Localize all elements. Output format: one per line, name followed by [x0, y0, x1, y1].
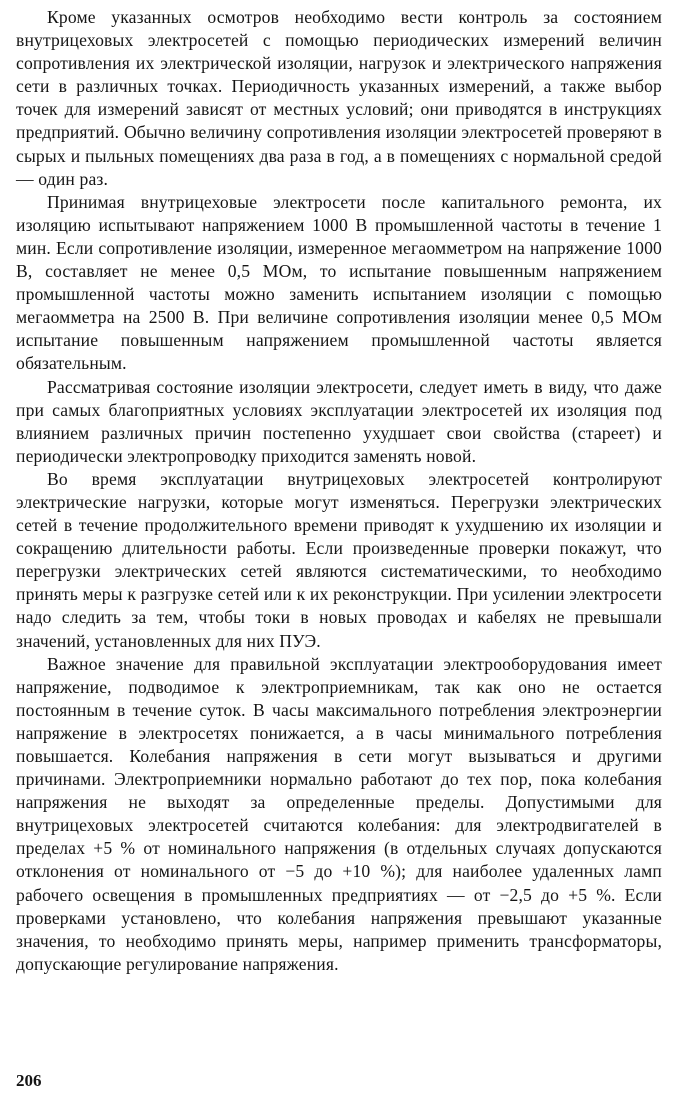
paragraph-inspections: Кроме указанных осмотров необходимо вести контроль за состоянием внутрицеховых электросетей с помощью периодических измерений величин сопротивления их электрической изоляции, нагрузок и электрического напряжения сети в различных точках. Периодичность указанных измерений, а также выбор точек для измерений зависят от местных условий; они приводятся в инструкциях предприятий. Обычно величину сопротивления изоляции электросетей проверяют в сырых и пыльных помещениях два раза в год, а в помещениях с нормальной средой — один раз.	[16, 7, 662, 189]
paragraph-insulation-testing: Принимая внутрицеховые электросети после капитального ремонта, их изоляцию испытывают напряжением 1000 В промышленной частоты в течение 1 мин. Если сопротивление изоляции, измеренное мегаомметром на напряжение 1000 В, составляет не менее 0,5 МОм, то испытание повышенным напряжением промышленной частоты можно заменить испытанием изоляции с помощью мегаомметра на 2500 В. При величине сопротивления изоляции менее 0,5 МОм испытание повышенным напряжением промышленной частоты является обязательным.	[16, 191, 662, 374]
paragraph-insulation-aging: Рассматривая состояние изоляции электросети, следует иметь в виду, что даже при самых благоприятных условиях эксплуатации электросетей их изоляция под влиянием различных причин постепенно ухудшает свои свойства (стареет) и периодически электропроводку приходится заменять новой.	[16, 376, 662, 466]
page-number: 206	[16, 1071, 42, 1090]
page-body	[16, 6, 662, 976]
paragraph-load-control: Во время эксплуатации внутрицеховых электросетей контролируют электрические нагрузки, которые могут изменяться. Перегрузки электрических сетей в течение продолжительного времени приводят к ухудшению их изоляции и сокращению длительности работы. Если произведенные проверки покажут, что перегрузки электрических сетей являются систематическими, то необходимо принять меры к разгрузке сетей или к их реконструкции. При усилении электросети надо следить за тем, чтобы токи в новых проводах и кабелях не превышали значений, установленных для них ПУЭ.	[16, 468, 662, 651]
paragraph-voltage-fluctuations: Важное значение для правильной эксплуатации электрооборудования имеет напряжение, подводимое к электроприемникам, так как оно не остается постоянным в течение суток. В часы максимального потребления электроэнергии напряжение в электросетях понижается, а в часы минимального потребления повышается. Колебания напряжения в сети могут вызываться и другими причинами. Электроприемники нормально работают до тех пор, пока колебания напряжения не выходят за определенные пределы. Допустимыми для внутрицеховых электросетей считаются колебания: для электродвигателей в пределах +5 % от номинального напряжения (в отдельных случаях допускаются отклонения от номинального от −5 до +10 %); для наиболее удаленных ламп рабочего освещения в промышленных предприятиях — от −2,5 до +5 %. Если проверками установлено, что колебания напряжения превышают указанные значения, то необходимо принять меры, например применить трансформаторы, допускающие регулирование напряжения.	[16, 653, 662, 974]
